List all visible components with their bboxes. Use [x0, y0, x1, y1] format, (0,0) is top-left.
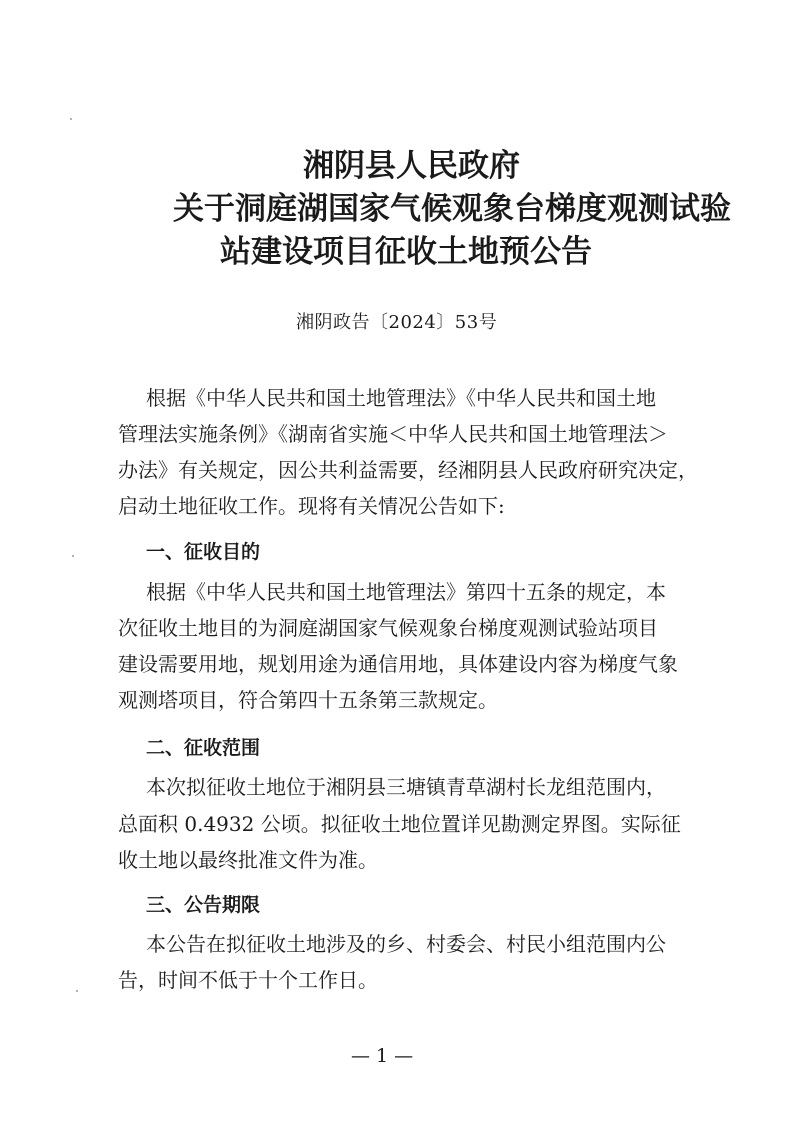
- section-period-line: 本公告在拟征收土地涉及的乡、村委会、村民小组范围内公: [146, 932, 666, 956]
- section-purpose-line: 根据《中华人民共和国土地管理法》第四十五条的规定，本: [146, 580, 666, 604]
- section-heading-period: 三、公告期限: [146, 894, 261, 916]
- document-number: 湘阴政告〔2024〕53号: [296, 312, 498, 333]
- section-heading-purpose: 一、征收目的: [146, 541, 261, 563]
- section-scope-line: 本次拟征收土地位于湘阴县三塘镇青草湖村长龙组范围内，: [146, 775, 666, 799]
- title-subject-line-1: 关于洞庭湖国家气候观象台梯度观测试验: [173, 191, 731, 227]
- intro-line: 办法》有关规定，因公共利益需要，经湘阴县人民政府研究决定，: [118, 458, 698, 482]
- intro-line: 启动土地征收工作。现将有关情况公告如下:: [118, 494, 505, 518]
- scan-speck: [70, 118, 72, 120]
- section-purpose-line: 次征收土地目的为洞庭湖国家气候观象台梯度观测试验站项目: [118, 616, 658, 640]
- section-scope-line: 收土地以最终批准文件为准。: [118, 848, 378, 872]
- section-purpose-line: 建设需要用地，规划用途为通信用地，具体建设内容为梯度气象: [118, 652, 678, 676]
- title-subject-line-2: 站建设项目征收土地预公告: [220, 234, 592, 270]
- page-number: — 1 —: [351, 1045, 414, 1067]
- scan-speck: [72, 555, 74, 557]
- section-scope-line: 总面积 0.4932 公顷。拟征收土地位置详见勘测定界图。实际征: [118, 812, 681, 836]
- scan-speck: [76, 990, 78, 992]
- title-issuer: 湘阴县人民政府: [303, 148, 520, 184]
- section-heading-scope: 二、征收范围: [146, 737, 261, 759]
- intro-line: 管理法实施条例》《湖南省实施＜中华人民共和国土地管理法＞: [118, 422, 668, 446]
- section-period-line: 告，时间不低于十个工作日。: [118, 968, 378, 992]
- intro-line: 根据《中华人民共和国土地管理法》《中华人民共和国土地: [146, 386, 656, 410]
- section-purpose-line: 观测塔项目，符合第四十五条第三款规定。: [118, 688, 498, 712]
